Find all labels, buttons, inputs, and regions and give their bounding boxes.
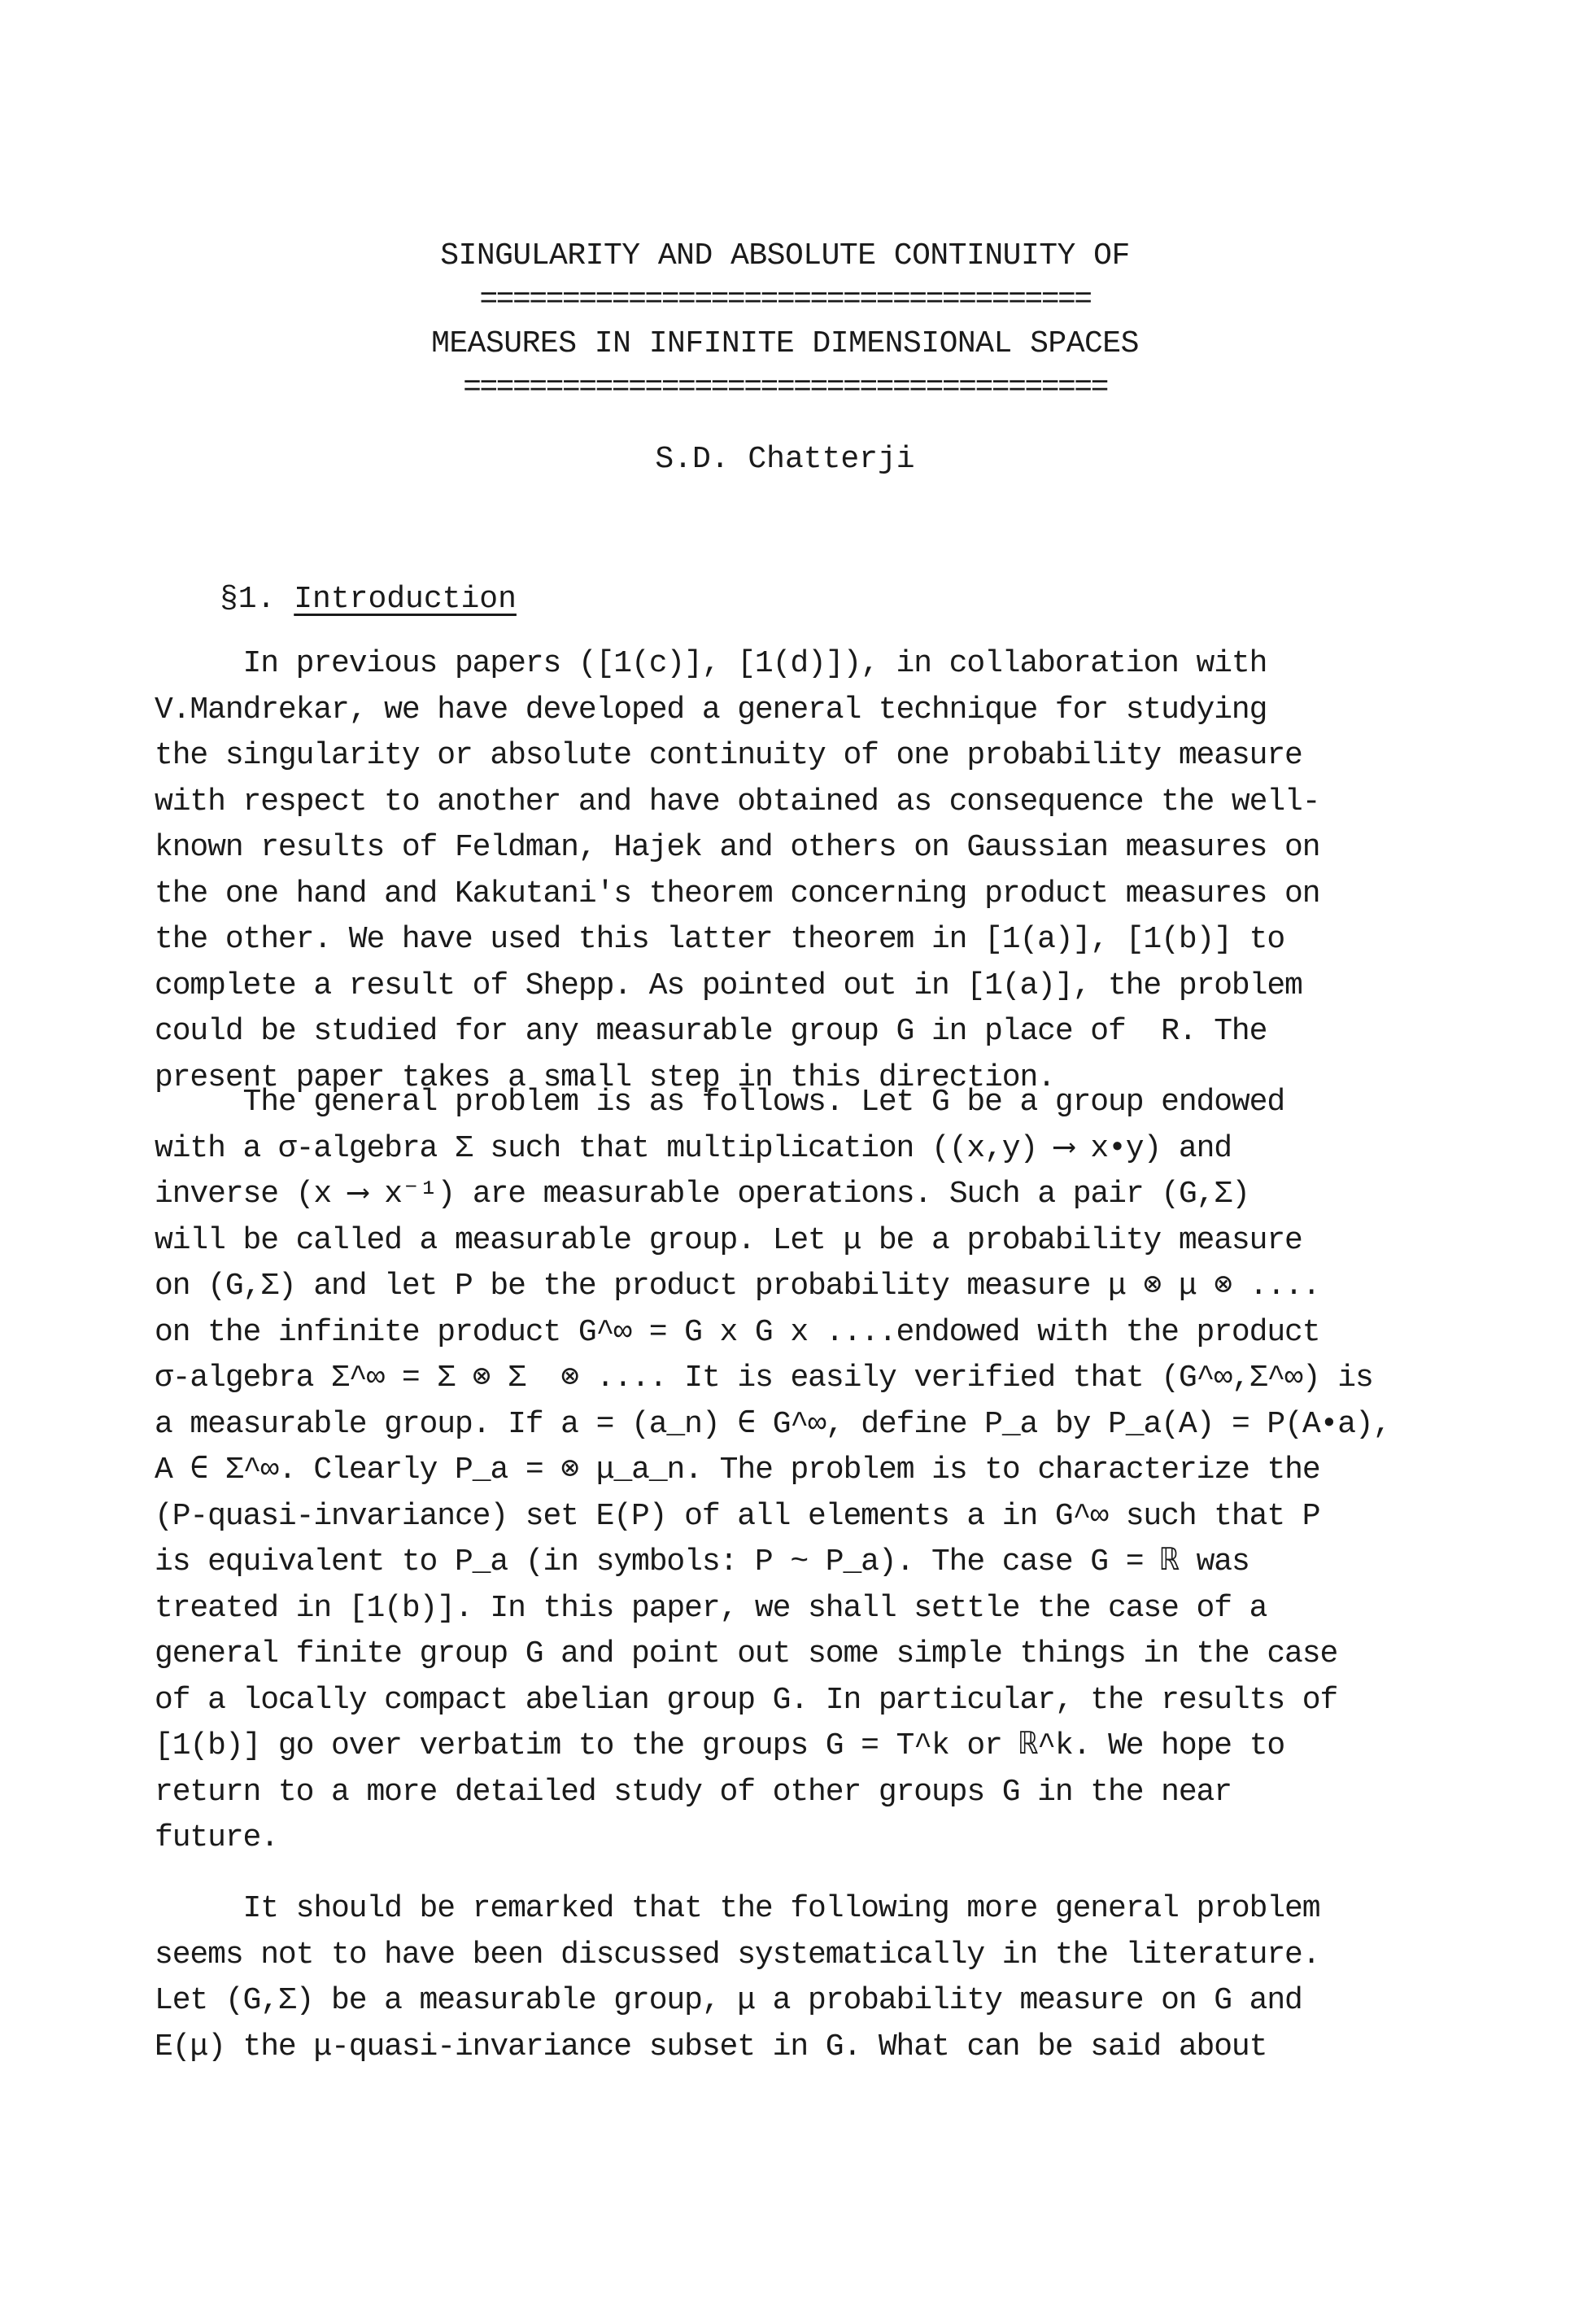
title-line-2: MEASURES IN INFINITE DIMENSIONAL SPACES [431,326,1139,361]
text-line: treated in [1(b)]. In this paper, we shall settle the case of a [155,1590,1267,1626]
section-title: Introduction [294,582,517,617]
text-line: complete a result of Shepp. As pointed out in [1(a)], the problem [155,968,1302,1003]
text-line: present paper takes a small step in this direction. [155,1059,1055,1095]
text-line: will be called a measurable group. Let μ be a probability measure [155,1222,1302,1258]
paragraph-1 [155,641,1424,1101]
section-heading [220,575,517,624]
text-line: inverse (x ⟶ x⁻¹) are measurable operations. Such a pair (G,Σ) [155,1177,1249,1212]
text-line: return to a more detailed study of other groups G in the near [155,1774,1232,1810]
text-line: on (G,Σ) and let P be the product probability measure μ ⊗ μ ⊗ .... [155,1269,1320,1304]
text-line: of a locally compact abelian group G. In particular, the results of [155,1682,1338,1718]
section-number: §1. [220,582,276,617]
paragraph-2 [155,1080,1424,1862]
text-line: [1(b)] go over verbatim to the groups G = T^k or ℝ^k. We hope to [155,1728,1285,1763]
text-line: It should be remarked that the following more general problem [155,1891,1320,1926]
text-line: known results of Feldman, Hajek and others on Gaussian measures on [155,830,1320,865]
text-line: the other. We have used this latter theorem in [1(a)], [1(b)] to [155,922,1285,957]
text-line: E(μ) the μ-quasi-invariance subset in G. What can be said about [155,2029,1267,2064]
text-line: A ∈ Σ^∞. Clearly P_a = ⊗ μ_a_n. The problem is to characterize the [155,1452,1320,1487]
text-line: (P-quasi-invariance) set E(P) of all elements a in G^∞ such that P [155,1498,1320,1534]
text-line: future. [155,1820,278,1855]
paragraph-3 [155,1886,1424,2070]
title-underline-2: ======================================= [463,370,1107,405]
text-line: σ-algebra Σ^∞ = Σ ⊗ Σ ⊗ .... It is easily verified that (G^∞,Σ^∞) is [155,1361,1373,1396]
text-line: The general problem is as follows. Let G be a group endowed [155,1085,1285,1120]
text-line: Let (G,Σ) be a measurable group, μ a probability measure on G and [155,1983,1302,2018]
text-line: could be studied for any measurable group G in place of R. The [155,1014,1267,1049]
text-line: the one hand and Kakutani's theorem concerning product measures on [155,876,1320,911]
title-underline-1: ===================================== [479,282,1091,317]
text-line: with a σ-algebra Σ such that multiplication ((x,y) ⟶ x•y) and [155,1130,1232,1166]
text-line: In previous papers ([1(c)], [1(d)]), in collaboration with [155,646,1267,681]
text-line: on the infinite product G^∞ = G x G x ....endowed with the product [155,1314,1320,1350]
text-line: with respect to another and have obtained as consequence the well- [155,784,1320,819]
text-line: a measurable group. If a = (a_n) ∈ G^∞, define P_a by P_a(A) = P(A•a), [155,1406,1391,1442]
text-line: seems not to have been discussed systematically in the literature. [155,1937,1320,1972]
text-line: V.Mandrekar, we have developed a general technique for studying [155,692,1267,727]
paper-title [0,232,1570,408]
title-line-1: SINGULARITY AND ABSOLUTE CONTINUITY OF [440,238,1130,273]
text-line: is equivalent to P_a (in symbols: P ~ P_a). The case G = ℝ was [155,1544,1249,1579]
text-line: the singularity or absolute continuity of one probability measure [155,738,1302,773]
author-name: S.D. Chatterji [655,442,915,477]
text-line: general finite group G and point out some simple things in the case [155,1636,1338,1671]
